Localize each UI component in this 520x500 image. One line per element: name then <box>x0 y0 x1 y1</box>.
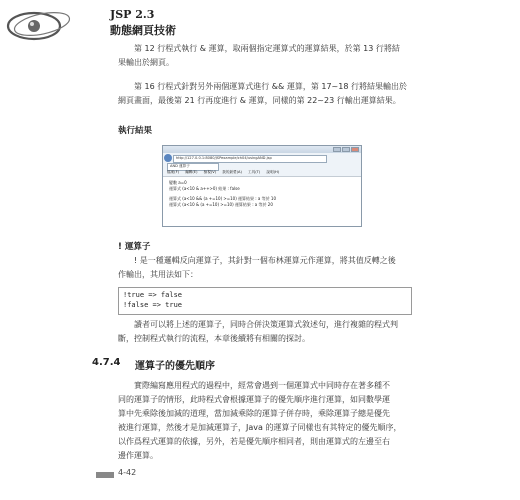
book-title-line1: JSP 2.3 <box>110 8 155 21</box>
not-operator-heading: ! 運算子 <box>118 242 151 252</box>
page-number: 4-42 <box>118 468 137 477</box>
paragraph-1 <box>118 42 408 70</box>
body-line: 以作爲程式運算的依據，另外，若是優先順序相同者，則由運算式的左邊至右 <box>118 437 390 446</box>
code-example <box>118 287 412 315</box>
menu-item: 檔案(F) <box>167 170 180 174</box>
close-icon <box>351 147 359 152</box>
review-line: 斷，控制程式執行的流程，本章後續將有相關的探討。 <box>118 334 310 343</box>
menu-item: 我的最愛(A) <box>222 170 242 174</box>
book-series-logo-icon <box>4 6 102 42</box>
maximize-icon <box>342 147 350 152</box>
paragraph-2-line: 第 16 行程式針對另外兩個運算式進行 && 運算，第 17~18 行將結果輸出於 <box>134 82 407 91</box>
footer-marker <box>96 472 114 478</box>
browser-titlebar <box>163 146 361 153</box>
not-operator-line: 作輸出，其用法如下： <box>118 270 198 279</box>
section-number: 4.7.4 <box>92 357 121 368</box>
browser-content <box>163 176 361 227</box>
body-line: 實際編寫應用程式的過程中，經常會遇到一個運算式中同時存在著多種不 <box>134 381 390 390</box>
back-icon <box>164 154 172 162</box>
output-line: 運算式 (a<10 && (a +=10) >=10) 運算結果 : a 等於 10 <box>169 196 277 201</box>
browser-tab: AND 運算子 <box>167 163 219 171</box>
book-title-line2: 動態網頁技術 <box>110 24 176 37</box>
paragraph-2 <box>118 80 408 108</box>
not-operator-paragraph <box>118 254 408 282</box>
code-line: !false => true <box>123 301 183 309</box>
paragraph-1-line: 果輸出於網頁。 <box>118 58 174 67</box>
body-line: 邊作運算。 <box>118 451 158 460</box>
menu-item: 工具(T) <box>248 170 261 174</box>
code-line: !true => false <box>123 291 183 299</box>
menu-item: 檢視(V) <box>203 170 217 174</box>
body-line: 被進行運算，然後才是加減運算子，Java 的運算子同樣也有其特定的優先順序， <box>118 423 402 432</box>
output-line: 變數 a=0 <box>169 180 187 185</box>
address-bar: http://127.0.0.1:8080/JSPexample/ch04/usingAND.jsp <box>173 155 327 163</box>
review-line: 讀者可以將上述的運算子，同時合併決策運算式敘述句，進行複雜的程式判 <box>134 320 398 329</box>
output-line: 運算式 (a<10 & (a +=10) >=10) 運算結果 : a 等於 20 <box>169 202 273 207</box>
browser-screenshot <box>162 145 362 227</box>
not-operator-line: ! 是一種邏輯反向運算子，其針對一個布林運算元作運算，將其值反轉之後 <box>134 256 396 265</box>
result-heading: 執行結果 <box>118 126 153 136</box>
output-line: 運算式 (a<10 & a++>0) 結果 : false <box>169 186 240 191</box>
paragraph-1-line: 第 12 行程式執行 & 運算，取兩個指定運算式的運算結果，於第 13 行將結 <box>134 44 400 53</box>
body-line: 算中先乘除後加減的道理，當加減乘除的運算子併存時，乘除運算子總是優先 <box>118 409 390 418</box>
menu-item: 說明(H) <box>266 170 280 174</box>
body-line: 同的運算子的情形，此時程式會根據運算子的優先順序進行運算，如同數學運 <box>118 395 390 404</box>
section-title: 運算子的優先順序 <box>135 361 215 372</box>
body-paragraph <box>118 379 408 463</box>
minimize-icon <box>333 147 341 152</box>
menu-item: 編輯(E) <box>185 170 198 174</box>
browser-menu-bar <box>167 170 284 175</box>
paragraph-2-line: 網頁畫面，最後第 21 行再度進行 & 運算，同樣的第 22~23 行輸出運算結果。 <box>118 96 401 105</box>
review-paragraph <box>118 318 408 346</box>
